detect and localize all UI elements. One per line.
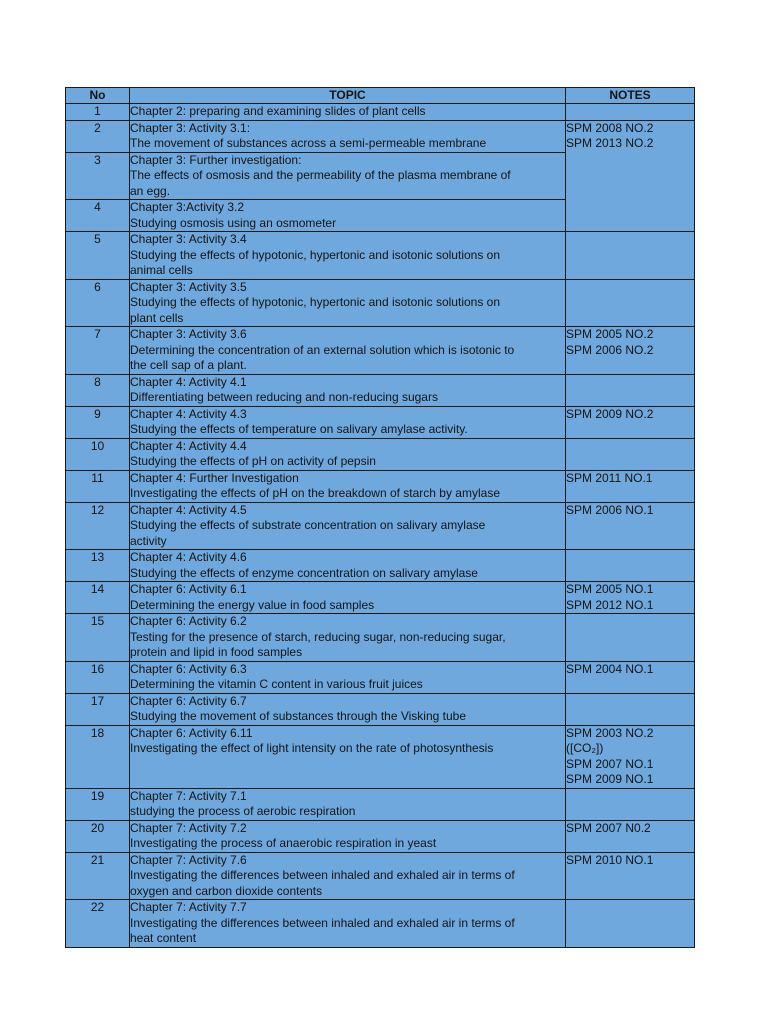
notes-cell [566, 120, 695, 232]
row-number: 11 [66, 470, 130, 502]
notes-cell [566, 470, 695, 502]
row-number: 4 [66, 200, 130, 232]
topic-cell [130, 470, 566, 502]
row-number: 21 [66, 852, 130, 900]
topic-cell [130, 232, 566, 280]
table-row [66, 104, 695, 121]
topic-line: Determining the vitamin C content in various fruit juices [130, 677, 423, 691]
notes-line: SPM 2011 NO.1 [566, 470, 653, 485]
notes-cell [566, 502, 695, 550]
table-row [66, 788, 695, 820]
topic-cell [130, 852, 566, 900]
topic-line: Investigating the differences between inhaled and exhaled air in terms of [130, 868, 515, 882]
notes-cell [566, 104, 695, 121]
topic-cell [130, 661, 566, 693]
notes-cell [566, 852, 695, 900]
notes-line: SPM 2009 NO.2 [566, 406, 654, 421]
notes-line: SPM 2009 NO.1 [566, 772, 654, 786]
table-row [66, 232, 695, 280]
topic-line: Determining the energy value in food samples [130, 597, 375, 612]
topic-cell [130, 327, 566, 375]
topic-cell [130, 900, 566, 948]
topic-line: The movement of substances across a semi-permeable membrane [130, 136, 487, 150]
topic-line: animal cells [130, 263, 193, 277]
topic-line: Determining the concentration of an external solution which is isotonic to [130, 342, 515, 357]
topic-line: Studying osmosis using an osmometer [130, 215, 337, 230]
topic-line: Investigating the effects of pH on the breakdown of starch by amylase [130, 486, 500, 500]
notes-cell [566, 614, 695, 662]
topic-line: Chapter 3: Further investigation: [130, 152, 302, 167]
table-row [66, 327, 695, 375]
header-row [66, 88, 695, 104]
table-row [66, 725, 695, 788]
topic-line: studying the process of aerobic respiration [130, 804, 356, 818]
row-number: 8 [66, 374, 130, 406]
notes-cell [566, 279, 695, 327]
table-row [66, 120, 695, 152]
topic-cell [130, 693, 566, 725]
notes-line: SPM 2007 NO.1 [566, 756, 654, 771]
notes-line: SPM 2007 N0.2 [566, 820, 651, 835]
topic-cell [130, 104, 566, 121]
topic-line: Chapter 4: Activity 4.1 [130, 374, 247, 389]
table-row [66, 582, 695, 614]
topic-cell [130, 788, 566, 820]
topic-cell [130, 406, 566, 438]
table-row [66, 852, 695, 900]
notes-cell [566, 693, 695, 725]
topics-table [65, 87, 695, 948]
topic-line: Studying the effects of hypotonic, hypertonic and isotonic solutions on [130, 247, 501, 262]
topic-line: protein and lipid in food samples [130, 645, 303, 659]
topic-line: Studying the movement of substances through the Visking tube [130, 709, 466, 723]
row-number: 10 [66, 438, 130, 470]
notes-line: SPM 2013 NO.2 [566, 136, 654, 150]
topic-cell [130, 438, 566, 470]
topic-cell [130, 200, 566, 232]
row-number: 20 [66, 820, 130, 852]
topic-line: Studying the effects of hypotonic, hypertonic and isotonic solutions on [130, 295, 501, 309]
table-row [66, 550, 695, 582]
table-row [66, 438, 695, 470]
notes-cell [566, 232, 695, 280]
row-number: 13 [66, 550, 130, 582]
row-number: 16 [66, 661, 130, 693]
topic-line: Chapter 6: Activity 6.2 [130, 614, 247, 628]
topic-line: Differentiating between reducing and non-reducing sugars [130, 390, 438, 404]
table-row [66, 470, 695, 502]
header-topic: TOPIC [130, 88, 566, 104]
row-number: 22 [66, 900, 130, 948]
notes-line: SPM 2004 NO.1 [566, 661, 654, 676]
topic-line: Chapter 6: Activity 6.7 [130, 693, 247, 708]
notes-cell [566, 900, 695, 948]
row-number: 7 [66, 327, 130, 375]
topic-line: Chapter 4: Activity 4.4 [130, 438, 247, 453]
table-row [66, 614, 695, 662]
header-no: No [66, 88, 130, 104]
topic-line: Studying the effects of substrate concentration on salivary amylase [130, 518, 486, 532]
topic-cell [130, 582, 566, 614]
topic-cell [130, 152, 566, 200]
topic-cell [130, 725, 566, 788]
row-number: 15 [66, 614, 130, 662]
topic-cell [130, 550, 566, 582]
notes-cell [566, 820, 695, 852]
topic-cell [130, 820, 566, 852]
table-body [66, 104, 695, 948]
notes-cell [566, 582, 695, 614]
row-number: 2 [66, 120, 130, 152]
row-number: 12 [66, 502, 130, 550]
header-notes: NOTES [566, 88, 695, 104]
topic-line: the cell sap of a plant. [130, 358, 247, 372]
notes-line: SPM 2012 NO.1 [566, 597, 654, 612]
table-row [66, 693, 695, 725]
topic-line: Chapter 7: Activity 7.6 [130, 852, 247, 867]
notes-cell [566, 725, 695, 788]
topic-line: Investigating the effect of light intensity on the rate of photosynthesis [130, 741, 494, 755]
topic-line: Chapter 6: Activity 6.11 [130, 725, 253, 740]
notes-cell [566, 374, 695, 406]
topic-line: Chapter 7: Activity 7.1 [130, 788, 247, 803]
topic-line: oxygen and carbon dioxide contents [130, 883, 323, 898]
row-number: 3 [66, 152, 130, 200]
topic-line: Investigating the differences between inhaled and exhaled air in terms of [130, 915, 515, 930]
topic-line: Chapter 6: Activity 6.3 [130, 661, 247, 676]
table-row [66, 406, 695, 438]
topic-line: Chapter 6: Activity 6.1 [130, 582, 247, 596]
notes-line: SPM 2005 NO.1 [566, 582, 654, 596]
notes-line: SPM 2006 NO.2 [566, 342, 654, 357]
topic-cell [130, 502, 566, 550]
topic-line: Chapter 3: Activity 3.6 [130, 327, 247, 341]
topic-line: heat content [130, 931, 197, 945]
notes-cell [566, 661, 695, 693]
topic-line: Chapter 7: Activity 7.7 [130, 900, 247, 914]
topic-line: Chapter 4: Activity 4.6 [130, 550, 247, 564]
topic-cell [130, 279, 566, 327]
topic-line: Investigating the process of anaerobic respiration in yeast [130, 836, 437, 850]
table-row [66, 502, 695, 550]
table-row [66, 820, 695, 852]
topic-line: Studying the effects of pH on activity of pepsin [130, 454, 376, 468]
row-number: 18 [66, 725, 130, 788]
topic-line: plant cells [130, 310, 184, 325]
topic-line: The effects of osmosis and the permeability of the plasma membrane of [130, 168, 511, 182]
notes-line: SPM 2003 NO.2 [566, 725, 654, 740]
row-number: 6 [66, 279, 130, 327]
topic-line: an egg. [130, 183, 171, 198]
topic-line: Studying the effects of temperature on salivary amylase activity. [130, 422, 468, 436]
topic-line: Chapter 4: Further Investigation [130, 470, 299, 485]
topic-line: Testing for the presence of starch, reducing sugar, non-reducing sugar, [130, 629, 506, 644]
row-number: 9 [66, 406, 130, 438]
topic-line: activity [130, 533, 167, 548]
notes-cell [566, 406, 695, 438]
row-number: 19 [66, 788, 130, 820]
notes-line: SPM 2006 NO.1 [566, 502, 654, 517]
topic-cell [130, 614, 566, 662]
topic-line: Chapter 3:Activity 3.2 [130, 200, 245, 214]
topic-line: Chapter 2: preparing and examining slides of plant cells [130, 104, 426, 118]
table-row [66, 900, 695, 948]
notes-line: SPM 2005 NO.2 [566, 327, 654, 341]
topic-line: Chapter 4: Activity 4.3 [130, 406, 247, 421]
table-row [66, 374, 695, 406]
notes-cell [566, 788, 695, 820]
topic-line: Chapter 4: Activity 4.5 [130, 502, 247, 517]
topic-line: Chapter 3: Activity 3.4 [130, 232, 247, 246]
table-row [66, 279, 695, 327]
topic-line: Studying the effects of enzyme concentration on salivary amylase [130, 565, 478, 580]
row-number: 14 [66, 582, 130, 614]
table-row [66, 661, 695, 693]
notes-cell [566, 327, 695, 375]
notes-cell [566, 438, 695, 470]
notes-line: SPM 2010 NO.1 [566, 852, 654, 867]
row-number: 5 [66, 232, 130, 280]
topic-line: Chapter 3: Activity 3.1: [130, 120, 251, 135]
topic-cell [130, 120, 566, 152]
row-number: 1 [66, 104, 130, 121]
topic-cell [130, 374, 566, 406]
topic-line: Chapter 7: Activity 7.2 [130, 820, 247, 835]
notes-line: SPM 2008 NO.2 [566, 120, 654, 135]
row-number: 17 [66, 693, 130, 725]
notes-cell [566, 550, 695, 582]
topic-line: Chapter 3: Activity 3.5 [130, 279, 247, 294]
notes-line: ([CO₂]) [566, 741, 604, 755]
